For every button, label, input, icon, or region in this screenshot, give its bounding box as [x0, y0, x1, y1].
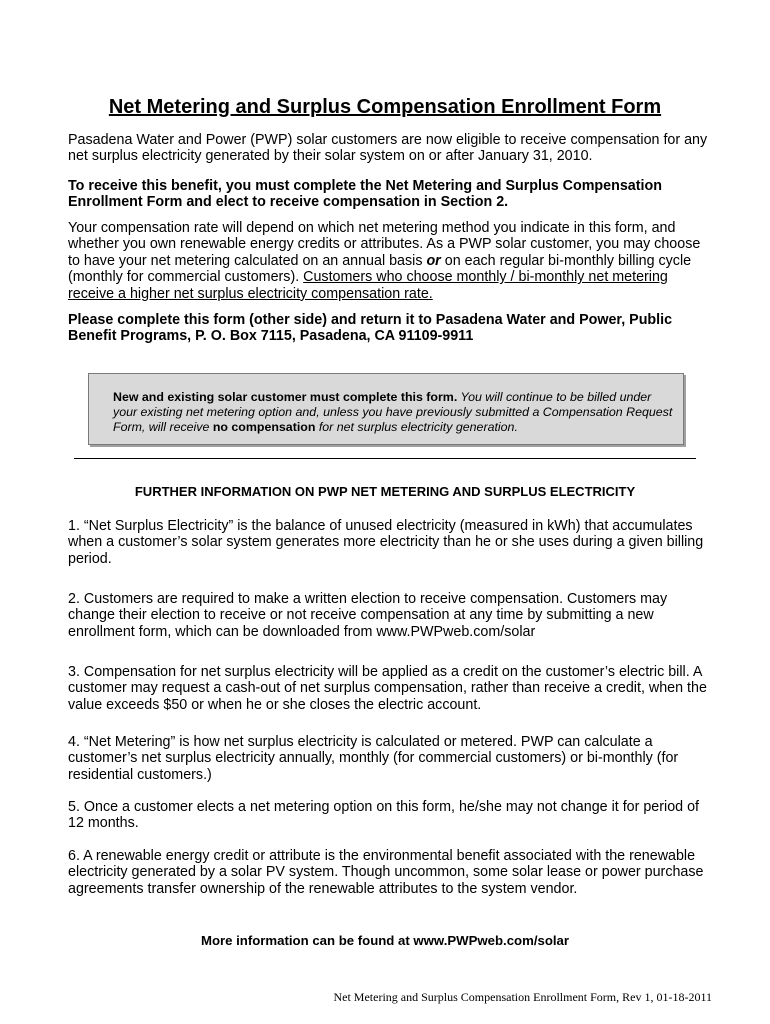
info-item-1: 1. “Net Surplus Electricity” is the balance of unused electricity (measured in kWh) that accumulates when a customer’s solar system generates more electricity than he or she uses during a given billing period. — [68, 518, 704, 567]
more-info-line: More information can be found at www.PWPweb.com/solar — [200, 933, 570, 948]
info-item-3: 3. Compensation for net surplus electricity will be applied as a credit on the customer’s electric bill. A customer may request a cash-out of net surplus compensation, rather than receive a credit, when the value exceeds $50 or when he or she closes the electric account. — [68, 664, 707, 713]
info-item-2: 2. Customers are required to make a written election to receive compensation. Customers may change their election to receive or not receive compensation at any time by submitting a new enrollment form, which can be downloaded from www.PWPweb.com/solar — [68, 591, 668, 640]
benefit-notice: To receive this benefit, you must complete the Net Metering and Surplus Compensation Enrollment Form and elect to receive compensation in Section 2. — [68, 178, 662, 211]
page-footer: Net Metering and Surplus Compensation Enrollment Form, Rev 1, 01-18-2011 — [333, 990, 712, 1004]
rate-text-1: Your compensation rate will depend on which net metering method you indicate in this form, and whether you own renewable energy credits or attributes. As a PWP solar customer, you may choose to have your net metering calculated on an annual basis — [68, 220, 701, 269]
notice-text-1: You will continue to be billed under your existing net metering option and, unless you have previously submitted a Compensation Request Form, will receive — [113, 390, 673, 435]
return-instructions: Please complete this form (other side) and return it to Pasadena Water and Power, Public Benefit Programs, P. O. Box 7115, Pasadena, CA 91109-9911 — [68, 312, 673, 345]
notice-box — [88, 373, 684, 445]
info-item-4: 4. “Net Metering” is how net surplus electricity is calculated or metered. PWP can calculate a customer’s net surplus electricity annually, monthly (for commercial customers) or bi-monthly (for residential customers.) — [68, 734, 679, 783]
page-title: Net Metering and Surplus Compensation Enrollment Form — [108, 96, 662, 118]
rate-underlined-text: Customers who choose monthly / bi-monthly net metering receive a higher net surplus electricity compensation rate. — [68, 269, 668, 302]
info-item-6: 6. A renewable energy credit or attribute is the environmental benefit associated with the renewable electricity generated by a solar PV system. Though uncommon, some solar lease or power purchase agreements transfer ownership of the renewable attributes to the system vendor. — [68, 848, 704, 897]
rate-emphasis: or — [426, 252, 441, 269]
rate-text-2: on each regular bi-monthly billing cycle (monthly for commercial customers). — [68, 252, 692, 286]
info-item-5: 5. Once a customer elects a net metering option on this form, he/she may not change it for period of 12 months. — [68, 799, 699, 832]
divider — [74, 458, 696, 459]
notice-lead: New and existing solar customer must complete this form. — [113, 390, 458, 404]
notice-box-text — [113, 390, 673, 436]
section-heading: FURTHER INFORMATION ON PWP NET METERING AND SURPLUS ELECTRICITY — [134, 484, 636, 499]
notice-bold-phrase: no compensation — [212, 420, 316, 435]
rate-paragraph — [68, 220, 708, 302]
intro-paragraph: Pasadena Water and Power (PWP) solar customers are now eligible to receive compensation for any net surplus electricity generated by their solar system on or after January 31, 2010. — [68, 132, 708, 165]
notice-text-2: for net surplus electricity generation. — [315, 420, 518, 435]
